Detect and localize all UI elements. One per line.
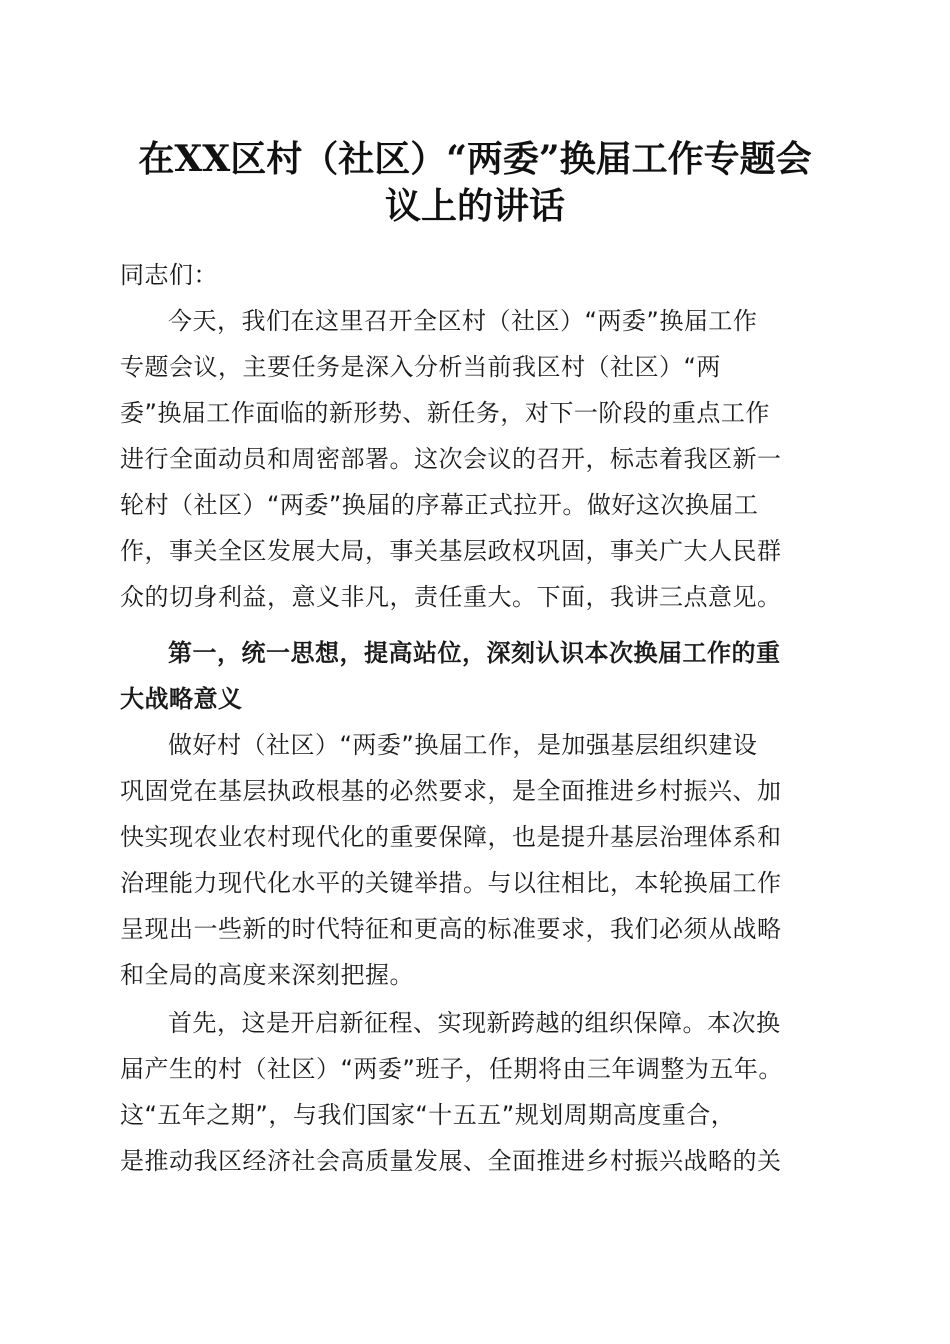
paragraph-2-line: 做好村（社区）“两委”换届工作，是加强基层组织建设	[168, 731, 758, 759]
paragraph-1-line: 众的切身利益，意义非凡，责任重大。下面，我讲三点意见。	[120, 583, 782, 611]
paragraph-1-line: 轮村（社区）“两委”换届的序幕正式拉开。做好这次换届工	[120, 491, 759, 519]
paragraph-1-line: 进行全面动员和周密部署。这次会议的召开，标志着我区新一	[120, 445, 782, 473]
paragraph-3-line: 首先，这是开启新征程、实现新跨越的组织保障。本次换	[168, 1009, 781, 1037]
paragraph-1-line: 今天，我们在这里召开全区村（社区）“两委”换届工作	[168, 307, 758, 335]
document-title-line-2: 议上的讲话	[384, 185, 565, 227]
paragraph-3-line: 届产生的村（社区）“两委”班子，任期将由三年调整为五年。	[120, 1055, 783, 1083]
paragraph-2-line: 和全局的高度来深刻把握。	[120, 961, 414, 989]
document-title-line-1: 在XX区村（社区）“两委”换届工作专题会	[138, 138, 812, 180]
paragraph-1-line: 作，事关全区发展大局，事关基层政权巩固，事关广大人民群	[120, 537, 782, 565]
paragraph-3-line: 是推动我区经济社会高质量发展、全面推进乡村振兴战略的关	[120, 1147, 782, 1175]
paragraph-2-line: 快实现农业农村现代化的重要保障，也是提升基层治理体系和	[120, 823, 782, 851]
salutation: 同志们：	[120, 261, 218, 289]
section-heading-line: 大战略意义	[120, 685, 243, 713]
paragraph-1-line: 专题会议，主要任务是深入分析当前我区村（社区）“两	[120, 353, 721, 381]
paragraph-1-line: 委”换届工作面临的新形势、新任务，对下一阶段的重点工作	[120, 399, 770, 427]
paragraph-3-line: 这“五年之期”，与我们国家“十五五”规划周期高度重合，	[120, 1101, 736, 1129]
paragraph-2-line: 治理能力现代化水平的关键举措。与以往相比，本轮换届工作	[120, 869, 782, 897]
paragraph-2-line: 巩固党在基层执政根基的必然要求，是全面推进乡村振兴、加	[120, 777, 782, 805]
paragraph-2-line: 呈现出一些新的时代特征和更高的标准要求，我们必须从战略	[120, 915, 782, 943]
section-heading-line: 第一，统一思想，提高站位，深刻认识本次换届工作的重	[168, 639, 781, 667]
